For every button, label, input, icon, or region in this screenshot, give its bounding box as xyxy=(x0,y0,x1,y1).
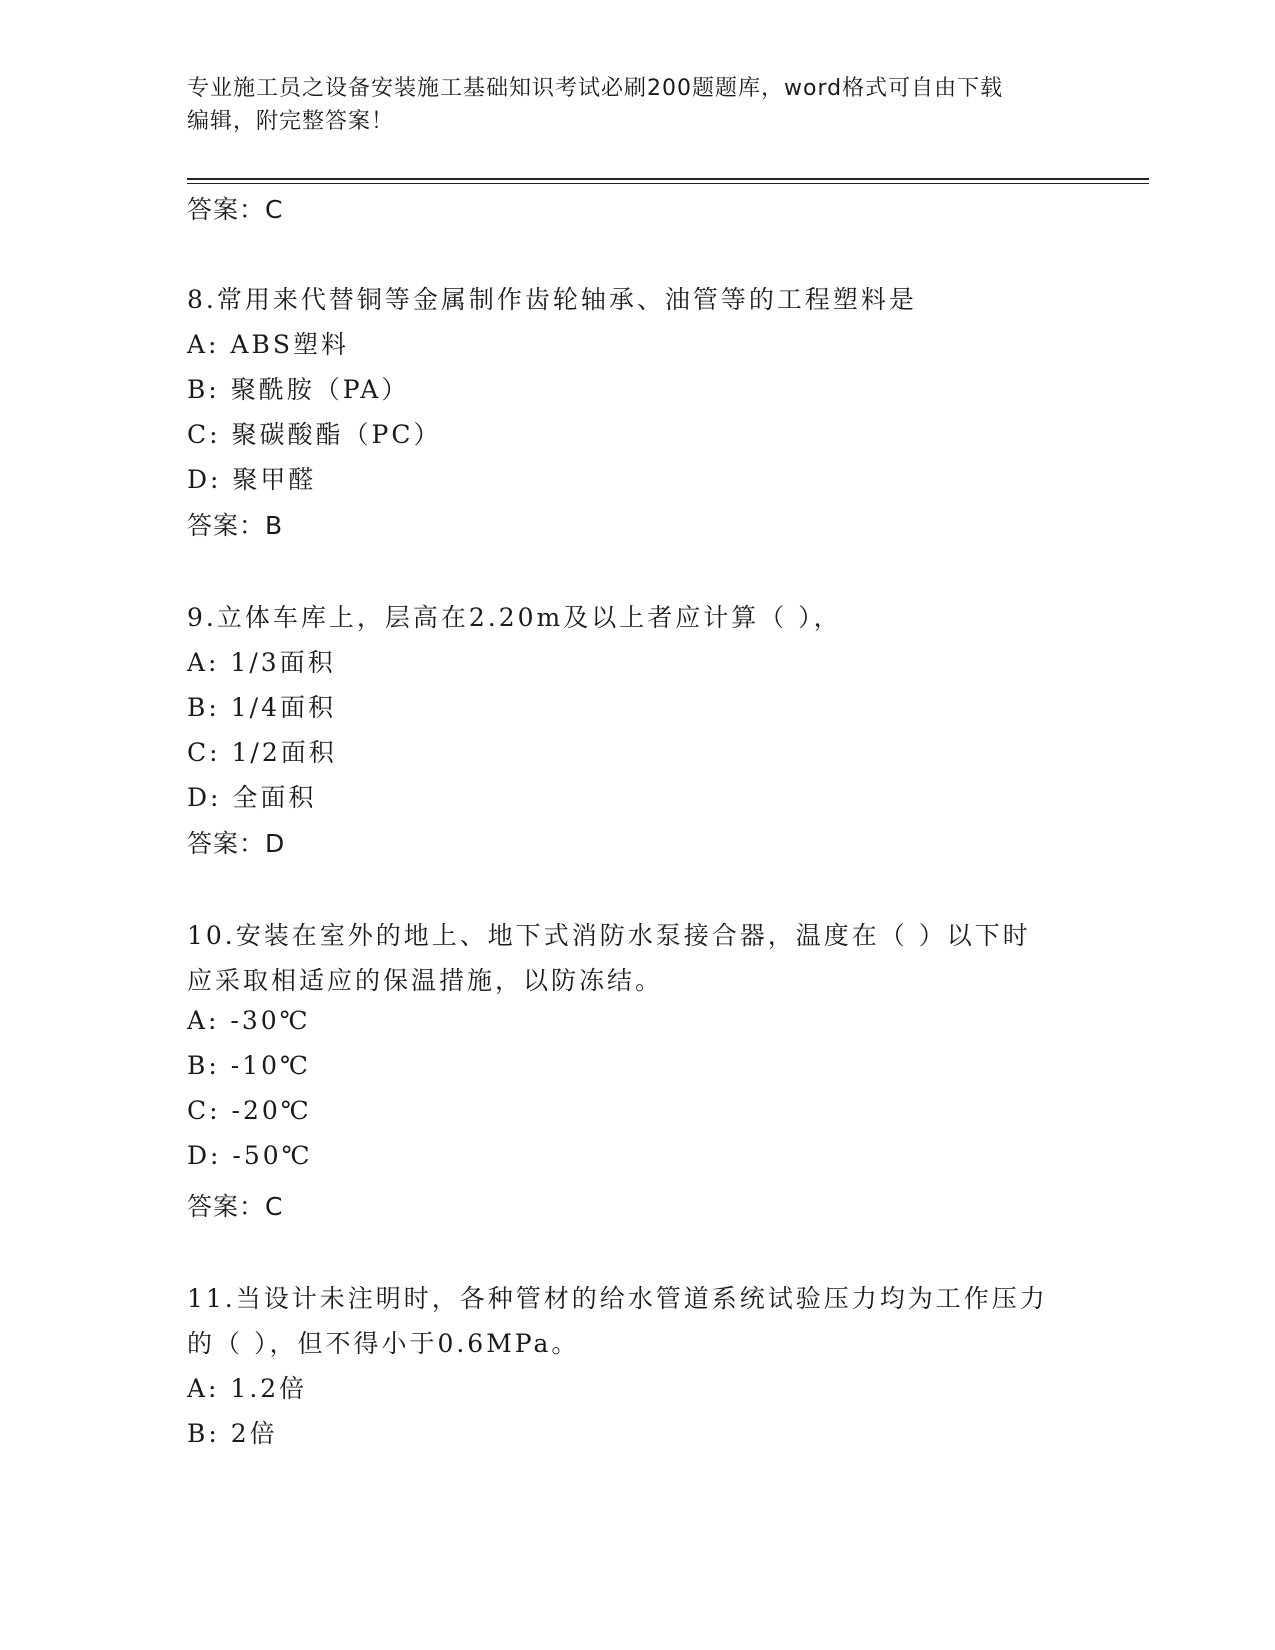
question-8-option-b: B: 聚酰胺（PA） xyxy=(187,375,410,404)
question-10-answer: 答案：C xyxy=(187,1192,284,1221)
question-9-option-a: A: 1/3面积 xyxy=(187,648,336,677)
question-10-stem-2: 应采取相适应的保温措施，以防冻结。 xyxy=(187,966,664,995)
question-9-option-b: B: 1/4面积 xyxy=(187,693,336,722)
question-11-option-a: A: 1.2倍 xyxy=(187,1374,308,1403)
question-8-option-d: D: 聚甲醛 xyxy=(187,465,317,494)
question-9-option-d: D: 全面积 xyxy=(187,783,317,812)
question-9-stem: 9.立体车库上，层高在2.20m及以上者应计算（ ）， xyxy=(187,603,842,632)
document-header xyxy=(187,72,1077,138)
header-divider-thin xyxy=(187,183,1149,184)
header-divider-thick xyxy=(187,178,1149,180)
header-line-2: 编辑，附完整答案！ xyxy=(187,109,395,134)
question-11-stem-1: 11.当设计未注明时，各种管材的给水管道系统试验压力均为工作压力 xyxy=(187,1284,1048,1313)
question-10-option-b: B: -10℃ xyxy=(187,1051,311,1080)
question-9-answer: 答案：D xyxy=(187,829,286,858)
question-10-option-a: A: -30℃ xyxy=(187,1006,311,1035)
question-11-stem-2: 的（ ），但不得小于0.6MPa。 xyxy=(187,1329,580,1358)
question-10-option-d: D: -50℃ xyxy=(187,1141,313,1170)
question-11-option-b: B: 2倍 xyxy=(187,1419,278,1448)
question-8-stem: 8.常用来代替铜等金属制作齿轮轴承、油管等的工程塑料是 xyxy=(187,285,917,314)
question-9-option-c: C: 1/2面积 xyxy=(187,738,337,767)
question-8-answer: 答案：B xyxy=(187,511,284,540)
question-10-option-c: C: -20℃ xyxy=(187,1096,312,1125)
question-8-option-c: C: 聚碳酸酯（PC） xyxy=(187,420,442,449)
answer-prev: 答案：C xyxy=(187,195,284,224)
question-8-option-a: A: ABS塑料 xyxy=(187,330,349,359)
header-line-1: 专业施工员之设备安装施工基础知识考试必刷200题题库，word格式可自由下载 xyxy=(187,76,1004,101)
question-10-stem-1: 10.安装在室外的地上、地下式消防水泵接合器，温度在（ ）以下时 xyxy=(187,921,1031,950)
